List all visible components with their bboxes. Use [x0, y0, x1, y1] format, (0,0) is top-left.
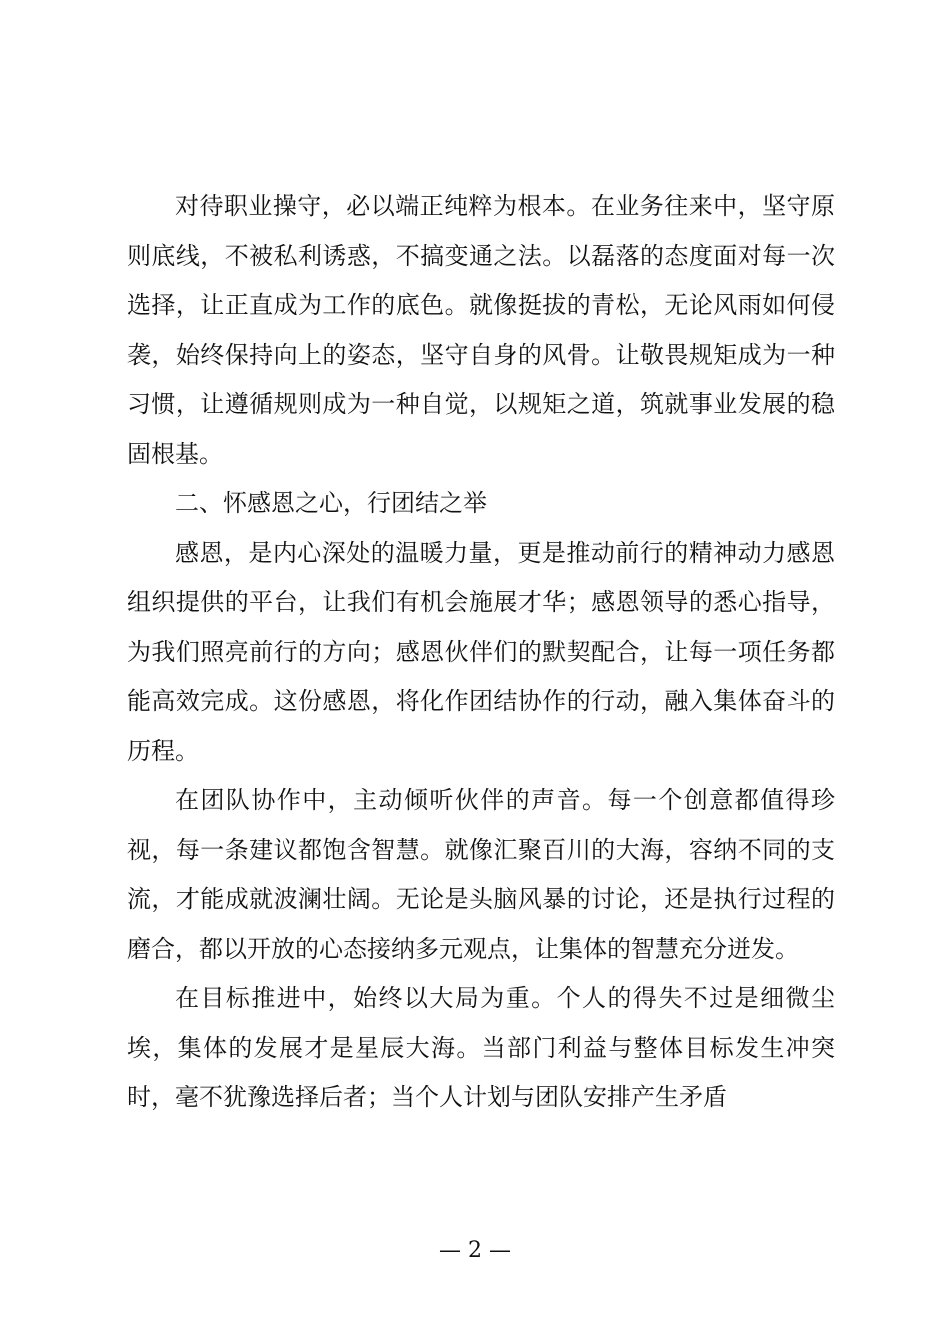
paragraph-big-picture: 在目标推进中，始终以大局为重。个人的得失不过是细微尘埃，集体的发展才是星辰大海。当部门利益与整体目标发生冲突时，毫不犹豫选择后者；当个人计划与团队安排产生矛盾 [127, 984, 835, 1111]
page-number: — 2 — [439, 1238, 511, 1263]
paragraph-professional-ethics: 对待职业操守，必以端正纯粹为根本。在业务往来中，坚守原则底线，不被私利诱惑，不搞变通之法。以磊落的态度面对每一次选择，让正直成为工作的底色。就像挺拔的青松，无论风雨如何侵袭，始终保持向上的姿态，坚守自身的风骨。让敬畏规矩成为一种习惯，让遵循规则成为一种自觉，以规矩之道，筑就事业发展的稳固根基。 [127, 192, 835, 468]
paragraph-gratitude: 感恩，是内心深处的温暖力量，更是推动前行的精神动力感恩组织提供的平台，让我们有机会施展才华；感恩领导的悉心指导，为我们照亮前行的方向；感恩伙伴们的默契配合，让每一项任务都能高效完成。这份感恩，将化作团结协作的行动，融入集体奋斗的历程。 [127, 538, 835, 765]
body-text [127, 182, 835, 1123]
paragraph-team-collaboration: 在团队协作中，主动倾听伙伴的声音。每一个创意都值得珍视，每一条建议都饱含智慧。就像汇聚百川的大海，容纳不同的支流，才能成就波澜壮阔。无论是头脑风暴的讨论，还是执行过程的磨合，都以开放的心态接纳多元观点，让集体的智慧充分迸发。 [127, 786, 835, 963]
section-heading-gratitude-unity: 二、怀感恩之心，行团结之举 [175, 489, 487, 517]
